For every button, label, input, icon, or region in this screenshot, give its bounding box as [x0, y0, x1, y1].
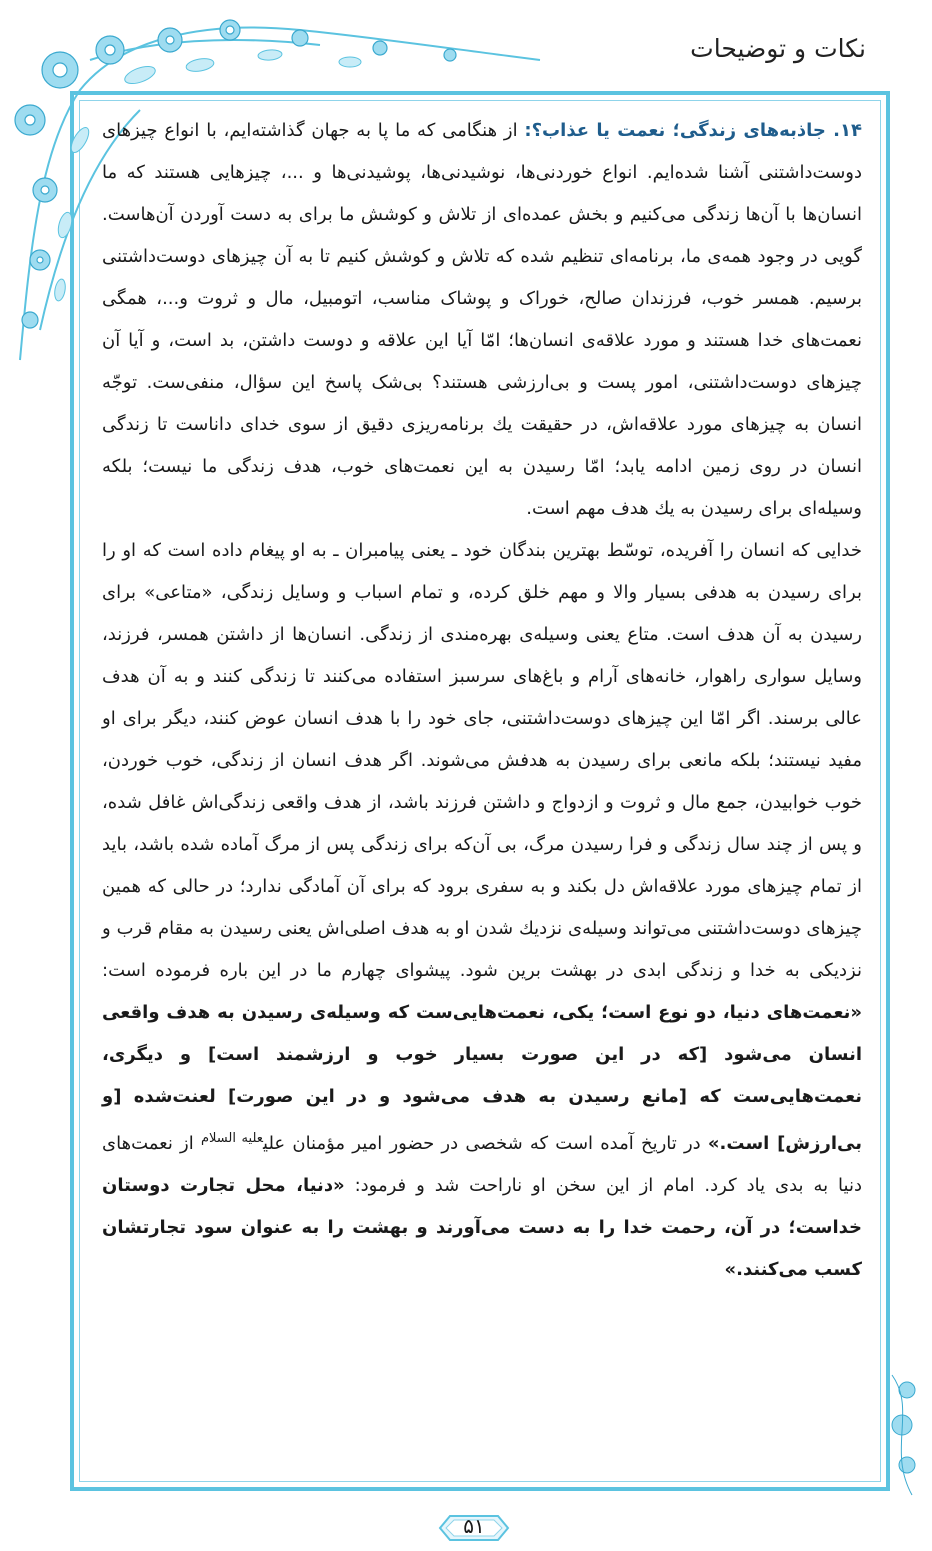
- section-heading: ۱۴. جاذبه‌های زندگی؛ نعمت یا عذاب؟:: [524, 120, 862, 141]
- side-ornament: [872, 1370, 932, 1500]
- paragraph-1: [102, 110, 862, 530]
- paragraph-1-text: از هنگامی که ما پا به جهان گذاشته‌ایم، با انواع چیزهای دوست‌داشتنی آشنا شده‌ایم. انواع خوردنی‌ها، نوشیدنی‌ها، پوشیدنی‌ها و ...، چیزهایی هستند که ما انسان‌ها با آن‌ها زندگی می‌کنیم و بخش عمده‌ای از تلاش و کوشش ما برای به دست آوردن آن‌هاست. گویی در وجود همه‌ی ما، برنامه‌ای تنظیم شده که تلاش و کوشش کنیم تا به آن چیزهای دوست‌داشتنی برسیم. همسر خوب، فرزندان صالح، خوراک و پوشاک مناسب، اتومبیل، مال و ثروت و...، همگی نعمت‌های خدا هستند و مورد علاقه‌ی انسان‌ها؛ امّا آیا این علاقه و دوست داشتن، بد است، و آیا آن چیزهای دوست‌داشتنی، امور پست و بی‌ارزشی هستند؟ بی‌شک پاسخ این سؤال، منفی‌ست. توجّه انسان به چیزهای مورد علاقه‌اش، در حقیقت یك برنامه‌ریزی دقیق از سوی خدای داناست تا زندگی انسان در روی زمین ادامه یابد؛ امّا رسیدن به این نعمت‌های خوب، هدف زندگی ما نیست؛ بلکه وسیله‌ای برای رسیدن به یك هدف مهم است.: [102, 120, 862, 519]
- page-number: ۵۱: [463, 1514, 485, 1538]
- honorific-ligature: علیه السلام: [200, 1131, 264, 1146]
- paragraph-2-text-2: در تاریخ آمده است که شخصی در حضور امیر مؤمنان علی: [263, 1133, 708, 1154]
- paragraph-2-text-3: از نعمت‌های دنیا به بدی یاد کرد. امام از این سخن او ناراحت شد و فرمود:: [102, 1133, 862, 1196]
- running-header: نکات و توضیحات: [690, 34, 866, 63]
- quote-imam-sajjad: «نعمت‌های دنیا، دو نوع است؛ یکی، نعمت‌هایی‌ست که وسیله‌ی رسیدن به هدف واقعی انسان می‌شود [که در این صورت بسیار خوب و ارزشمند است] و دیگری، نعمت‌هایی‌ست که [مانع رسیدن به هدف می‌شود و در این صورت] لعنت‌شده [و بی‌ارزش] است.»: [102, 1002, 862, 1154]
- quote-imam-ali: «دنیا، محل تجارت دوستان خداست؛ در آن، رحمت خدا را به دست می‌آورند و بهشت را به عنوان سود تجارتشان کسب می‌کنند.»: [102, 1175, 862, 1280]
- main-text: [102, 110, 862, 1291]
- paragraph-2-text: خدایی که انسان را آفریده، توسّط بهترین بندگان خود ـ یعنی پیامبران ـ به او پیغام داده است که او را برای رسیدن به هدفی بسیار والا و مهم خلق کرده، و تمام اسباب و وسایل زندگی، «متاعی» برای رسیدن به آن هدف است. متاع یعنی وسیله‌ی بهره‌مندی از زندگی. انسان‌ها از داشتن همسر، فرزند، وسایل سواری راهوار، خانه‌های آرام و باغ‌های سرسبز استفاده می‌کنند تا زندگی کنند و به آن هدف عالی برسند. اگر امّا این چیزهای دوست‌داشتنی، جای خود را با هدف انسان عوض کنند، دیگر برای او مفید نیستند؛ بلکه مانعی برای رسیدن به هدفش می‌شوند. اگر هدف انسان از زندگی، خوب خوردن، خوب خوابیدن، جمع مال و ثروت و ازدواج و داشتن فرزند باشد، از هدف واقعی زندگی‌اش غافل شده، و پس از چند سال زندگی و فرا رسیدن مرگ، بی آن‌که برای زندگی پس از مرگ آماده شده باشد، باید از تمام چیزهای مورد علاقه‌اش دل بکند و به سفری برود که برای آن آمادگی ندارد؛ در حالی که همین چیزهای دوست‌داشتنی می‌تواند وسیله‌ی نزدیك شدن او به هدف اصلی‌اش یعنی رسیدن به مقام قرب و نزدیکی به خدا و زندگی ابدی در بهشت برین شود. پیشوای چهارم ما در این باره فرموده است:: [102, 540, 862, 981]
- paragraph-2: [102, 530, 862, 1291]
